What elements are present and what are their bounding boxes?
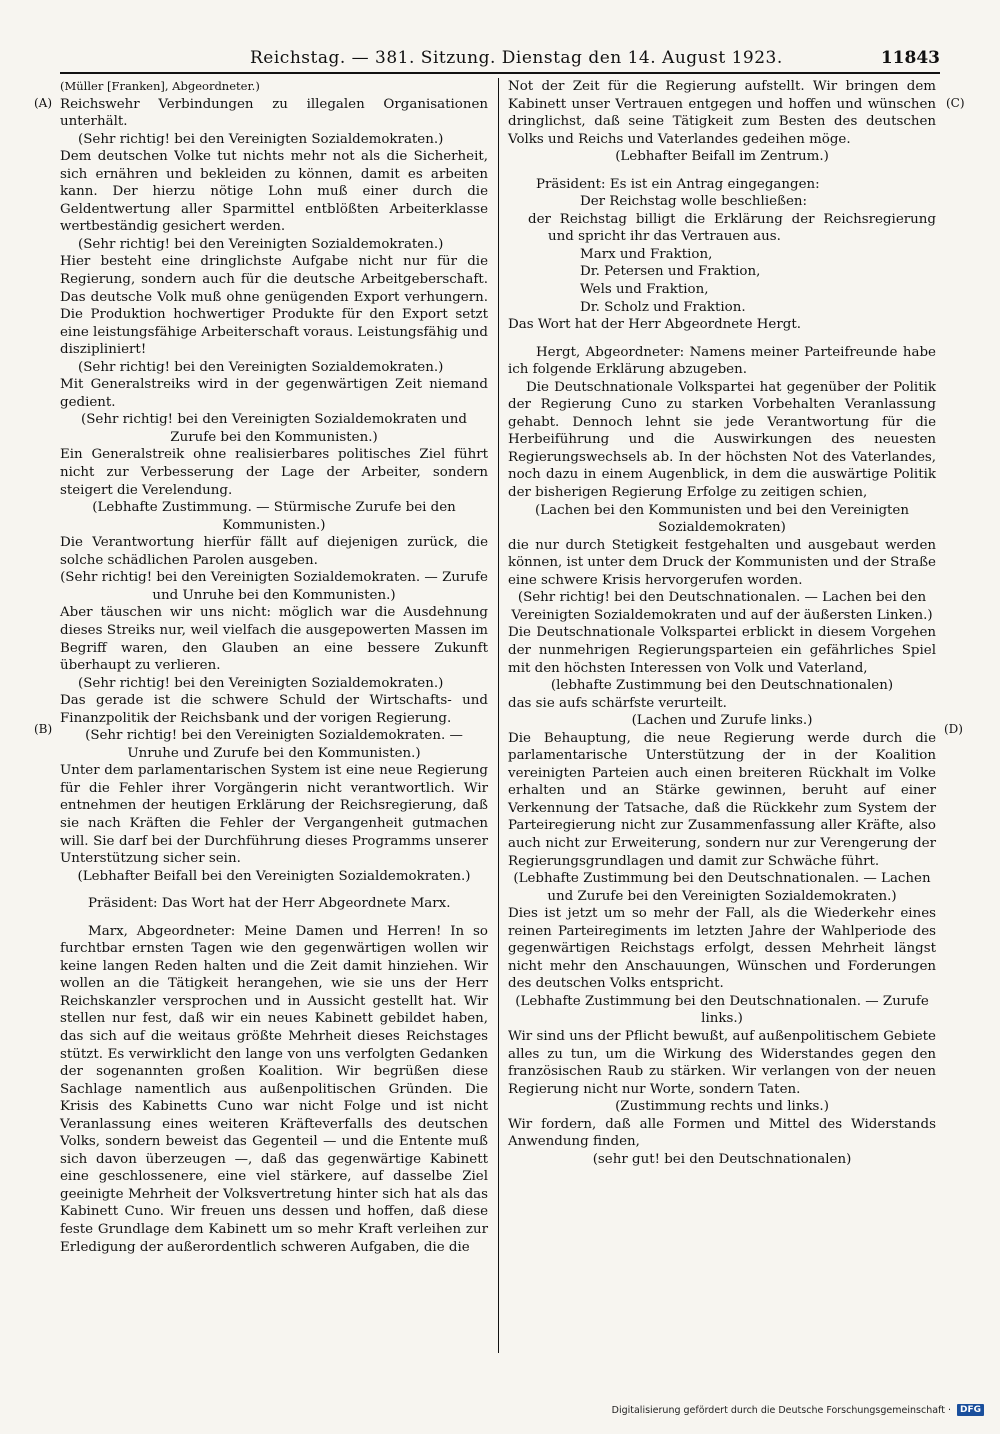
right-paragraph: (lebhafte Zustimmung bei den Deutschnationalen)	[550, 678, 894, 694]
right-paragraph: das sie aufs schärfste verurteilt.	[508, 695, 727, 711]
right-paragraph: Wir fordern, daß alle Formen und Mittel des Widerstands Anwendung finden,	[508, 1116, 936, 1150]
left-paragraph: (Sehr richtig! bei den Vereinigten Sozialdemokraten.)	[78, 675, 444, 691]
right-paragraph: (Lachen und Zurufe links.)	[631, 713, 813, 729]
right-paragraph: (Zustimmung rechts und links.)	[615, 1099, 829, 1115]
left-paragraph: Ein Generalstreik ohne realisierbares politisches Ziel führt nicht zur Verbesserung der Lage der Arbeiter, sondern steigert die Verelendung.	[60, 447, 488, 498]
column-divider	[498, 78, 499, 1353]
page-header	[60, 44, 940, 74]
left-paragraph: Präsident: Das Wort hat der Herr Abgeordnete Marx.	[88, 896, 451, 912]
margin-mark-a: (A)	[34, 96, 53, 110]
right-paragraph: Die Deutschnationale Volkspartei erblickt in diesem Vorgehen der nunmehrigen Regierungsparteien ein gefährliches Spiel mit den höchsten Interessen von Volk und Vaterland,	[508, 625, 936, 676]
footer-text: Digitalisierung gefördert durch die Deutsche Forschungsgemeinschaft ·	[611, 1404, 951, 1416]
right-column	[508, 78, 936, 1168]
right-paragraph: Die Deutschnationale Volkspartei hat gegenüber der Politik der Regierung Cuno zu starken Vorbehalten Veranlassung gehabt. Dennoch lehnt sie jede Verantwortung für die Herbeiführung und die Auswirkungen des neuesten Regierungswechsels ab. In der höchsten Not des Vaterlandes, noch dazu in einem Augenblick, in dem die auswärtige Politik der bisherigen Regierung Erfolge zu zeitigen schien,	[508, 379, 936, 501]
right-paragraph: Der Reichstag wolle beschließen:	[580, 194, 808, 210]
right-paragraph: Dr. Petersen und Fraktion,	[580, 264, 761, 280]
right-paragraph: Not der Zeit für die Regierung aufstellt. Wir bringen dem Kabinett unser Vertrauen entgegen und hoffen und wünschen dringlichst, daß seine Tätigkeit zum Besten des deutschen Volks und Reichs und Vaterlandes gedeihen möge.	[508, 79, 936, 147]
right-paragraph: die nur durch Stetigkeit festgehalten und ausgebaut werden können, ist unter dem Druck der Kommunisten und der Straße eine schwere Krisis hervorgerufen worden.	[508, 537, 936, 588]
left-paragraph: (Sehr richtig! bei den Vereinigten Sozialdemokraten. — Zurufe und Unruhe bei den Kommunisten.)	[60, 570, 488, 603]
left-paragraph: (Sehr richtig! bei den Vereinigten Sozialdemokraten.)	[78, 236, 444, 252]
right-paragraph: Das Wort hat der Herr Abgeordnete Hergt.	[508, 317, 801, 333]
right-paragraph: (Lebhafter Beifall im Zentrum.)	[615, 149, 829, 165]
left-paragraph: Mit Generalstreiks wird in der gegenwärtigen Zeit niemand gedient.	[60, 377, 488, 410]
left-paragraph: Das gerade ist die schwere Schuld der Wirtschafts- und Finanzpolitik der Reichsbank und der vorigen Regierung.	[60, 693, 488, 726]
left-paragraph: (Sehr richtig! bei den Vereinigten Sozialdemokraten und Zurufe bei den Kommunisten.)	[81, 412, 467, 445]
left-paragraph: (Sehr richtig! bei den Vereinigten Sozialdemokraten.)	[78, 359, 444, 375]
left-column	[60, 78, 488, 1256]
margin-mark-d: (D)	[944, 722, 963, 736]
right-paragraph: (Sehr richtig! bei den Deutschnationalen. — Lachen bei den Vereinigten Sozialdemokraten und auf der äußersten Linken.)	[511, 590, 933, 623]
page-number: 11843	[880, 48, 940, 68]
right-paragraph: (Lebhafte Zustimmung bei den Deutschnationalen. — Lachen und Zurufe bei den Vereinigten Sozialdemokraten.)	[513, 871, 931, 904]
right-paragraph: der Reichstag billigt die Erklärung der Reichsregierung und spricht ihr das Vertrauen aus.	[528, 211, 936, 245]
right-paragraph: Wir sind uns der Pflicht bewußt, auf außenpolitischem Gebiete alles zu tun, um die Wirkung des Widerstandes gegen den französischen Raub zu stärken. Wir verlangen von der neuen Regierung nicht nur Worte, sondern Taten.	[508, 1028, 936, 1097]
dfg-logo: DFG	[957, 1404, 984, 1416]
left-paragraph: Hier besteht eine dringlichste Aufgabe nicht nur für die Regierung, sondern auch für die deutsche Arbeitgeberschaft. Das deutsche Volk muß ohne genügenden Export verhungern. Die Produktion hochwertiger Produkte für den Export setzt eine leistungsfähige Arbeiterschaft voraus. Leistungsfähig und diszipliniert!	[60, 254, 488, 358]
margin-mark-b: (B)	[34, 722, 53, 736]
right-paragraph: Dies ist jetzt um so mehr der Fall, als die Wiederkehr eines reinen Parteiregiments im letzten Jahre der Wahlperiode des gegenwärtigen Reichstags erfolgt, dessen Mehrheit längst nicht mehr den Anschauungen, Wünschen und Forderungen des deutschen Volks entspricht.	[508, 906, 936, 992]
left-paragraph: (Sehr richtig! bei den Vereinigten Sozialdemokraten.)	[78, 131, 444, 147]
left-paragraph: Dem deutschen Volke tut nichts mehr not als die Sicherheit, sich ernähren und bekleiden zu können, damit es arbeiten kann. Der hierzu nötige Lohn muß einer durch die Geldentwertung aller Sparmittel entblößten Arbeiterklasse wertbeständig gesichert werden.	[60, 149, 488, 235]
margin-mark-c: (C)	[946, 96, 965, 110]
right-paragraph: Hergt, Abgeordneter: Namens meiner Parteifreunde habe ich folgende Erklärung abzugeben.	[508, 344, 936, 378]
left-paragraph: (Lebhafter Beifall bei den Vereinigten Sozialdemokraten.)	[77, 868, 471, 884]
right-paragraph: Die Behauptung, die neue Regierung werde durch die parlamentarische Unterstützung der in der Koalition vereinigten Parteien auch einen breiteren Rückhalt im Volke erhalten und an Stärke gewinnen, beruht auf einer Verkennung der Tatsache, daß die Rückkehr zum System der Parteiregierung nicht zur Zusammenfassung aller Kräfte, also auch nicht zur Erweiterung, sondern nur zur Verengerung der Regierungsgrundlagen und damit zur Schwäche führt.	[508, 730, 936, 869]
right-paragraph: (Lebhafte Zustimmung bei den Deutschnationalen. — Zurufe links.)	[515, 993, 929, 1027]
footer	[612, 1404, 984, 1416]
page-title: Reichstag. — 381. Sitzung. Dienstag den 14. August 1923.	[250, 48, 783, 68]
left-paragraph: (Lebhafte Zustimmung. — Stürmische Zurufe bei den Kommunisten.)	[92, 500, 456, 533]
left-paragraph: Die Verantwortung hierfür fällt auf diejenigen zurück, die solche schädlichen Parolen ausgeben.	[60, 535, 488, 568]
right-paragraph: (Lachen bei den Kommunisten und bei den Vereinigten Sozialdemokraten)	[534, 502, 909, 536]
left-paragraph: Unter dem parlamentarischen System ist eine neue Regierung für die Fehler ihrer Vorgängerin nicht verantwortlich. Wir entnehmen der heutigen Erklärung der Reichsregierung, daß sie nach Kräften die Fehler der Vergangenheit gutmachen will. Sie darf bei der Durchführung dieses Programms unserer Unterstützung sicher sein.	[60, 763, 488, 867]
left-paragraph: Marx, Abgeordneter: Meine Damen und Herren! In so furchtbar ernsten Tagen wie den gegenwärtigen wollen wir keine langen Reden halten und die Zeit damit hinziehen. Wir wollen an die Tätigkeit herangehen, wie sie uns der Herr Reichskanzler versprochen und in Aussicht gestellt hat. Wir stellen nur fest, daß wir ein neues Kabinett gebildet haben, das sich auf die weitaus größte Mehrheit dieses Reichstages stützt. Es verwirklicht den lange von uns verfolgten Gedanken der sogenannten großen Koalition. Wir begrüßen diese Sachlage namentlich aus außenpolitischen Gründen. Die Krisis des Kabinetts Cuno war nicht Folge und ist nicht Veranlassung eines weiteren Kräfteverfalls des deutschen Volks, sondern beweist das Gegenteil — und die Entente muß sich davon überzeugen —, daß das gegenwärtige Kabinett eine geschlossenere, eine viel stärkere, auf dasselbe Ziel geeinigte Mehrheit der Volksvertretung hinter sich hat als das Kabinett Cuno. Wir freuen uns dessen und hoffen, daß diese feste Grundlage dem Kabinett um so mehr Kraft verleihen zur Erledigung der außerordentlich schweren Aufgaben, die die	[60, 923, 488, 1255]
right-paragraph: Wels und Fraktion,	[580, 282, 709, 298]
right-paragraph: Marx und Fraktion,	[580, 246, 713, 262]
left-paragraph: (Sehr richtig! bei den Vereinigten Sozialdemokraten. — Unruhe und Zurufe bei den Kommunisten.)	[85, 728, 463, 761]
right-paragraph: Dr. Scholz und Fraktion.	[580, 299, 746, 315]
right-paragraph: (sehr gut! bei den Deutschnationalen)	[592, 1151, 852, 1167]
right-paragraph: Präsident: Es ist ein Antrag eingegangen:	[536, 176, 820, 192]
left-paragraph: Aber täuschen wir uns nicht: möglich war die Ausdehnung dieses Streiks nur, weil vielfach die ausgepowerten Massen im Begriff waren, den Glauben an eine bessere Zukunft überhaupt zu verlieren.	[60, 605, 488, 674]
left-paragraph: Reichswehr Verbindungen zu illegalen Organisationen unterhält.	[60, 96, 488, 130]
left-paragraph: (Müller [Franken], Abgeordneter.)	[60, 79, 260, 93]
